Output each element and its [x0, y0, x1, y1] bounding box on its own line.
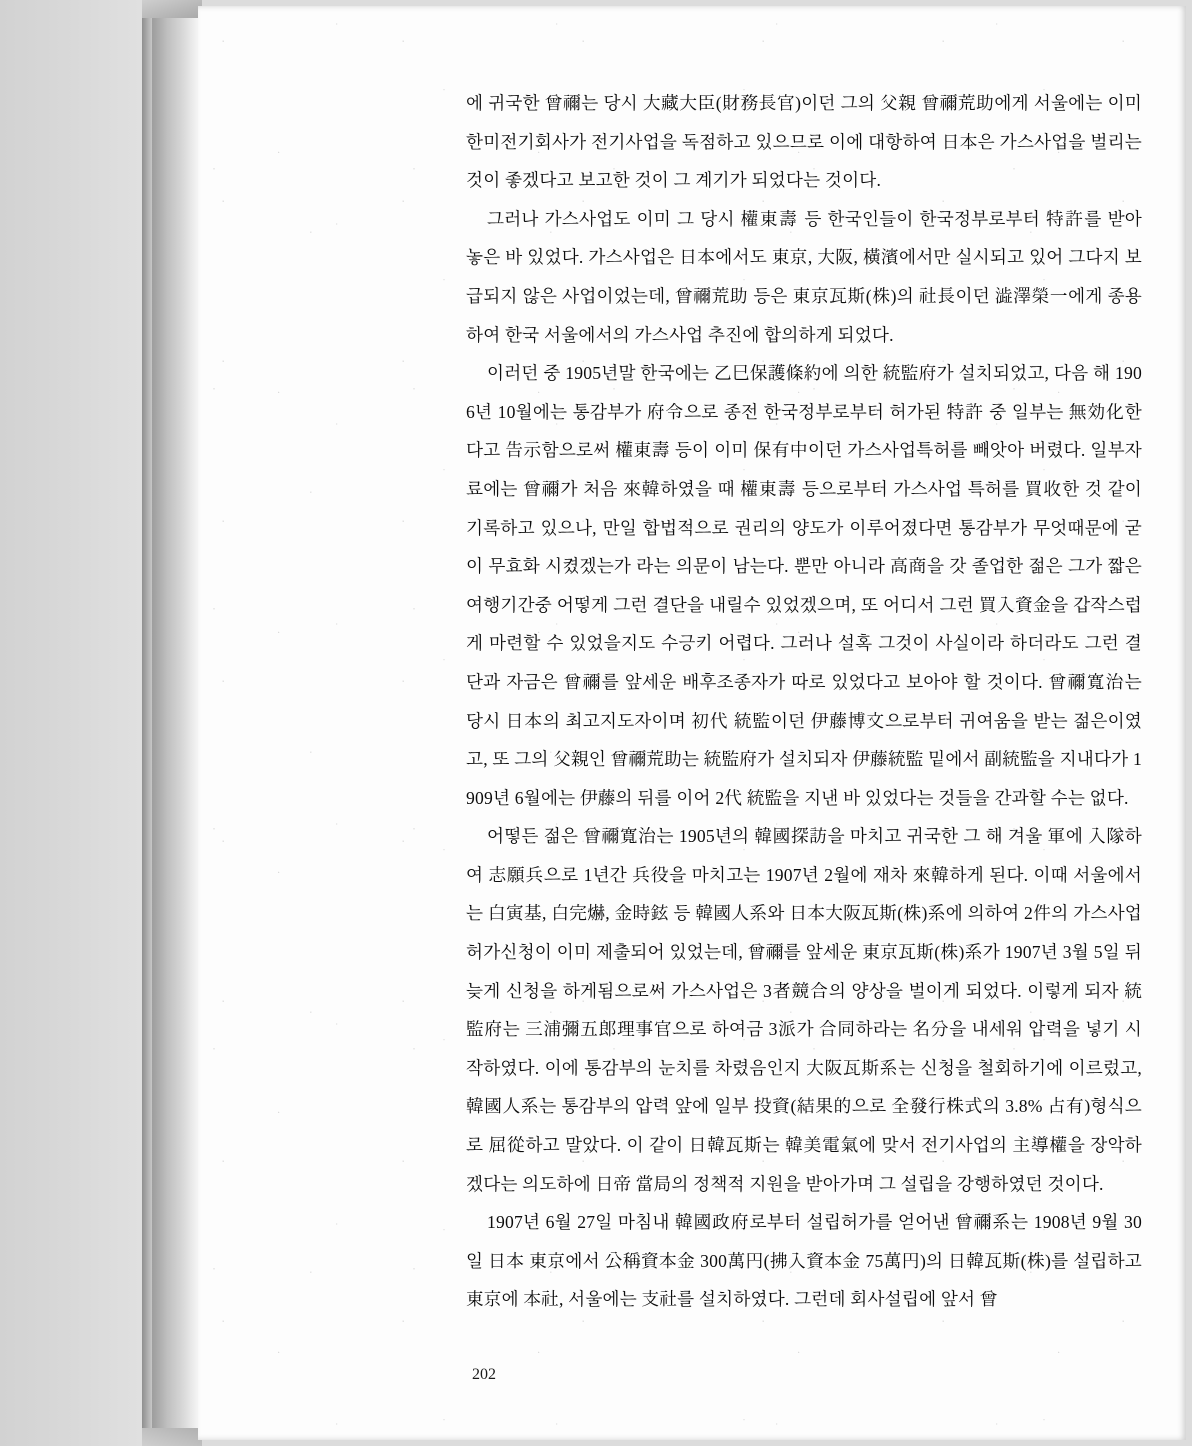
paragraph-5: 1907년 6월 27일 마침내 韓國政府로부터 설립허가를 얻어낸 曾禰系는 1908년 9월 30일 日本 東京에서 公稱資本金 300萬円(拂入資本金 75萬円)의 日韓瓦斯(株)를 설립하고 東京에 本社, 서울에는 支社를 설치하였다. 그런데 회사설립에 앞서 曾 [466, 1212, 1142, 1310]
paragraph-2: 그러나 가스사업도 이미 그 당시 權東壽 등 한국인들이 한국정부로부터 特許를 받아 놓은 바 있었다. 가스사업은 日本에서도 東京, 大阪, 橫濱에서만 실시되고 있어 그다지 보급되지 않은 사업이었는데, 曾禰荒助 등은 東京瓦斯(株)의 社長이던 澁澤榮一에게 종용하여 한국 서울에서의 가스사업 추진에 합의하게 되었다. [466, 208, 1142, 345]
scan-left-margin [0, 0, 142, 1446]
book-gutter-shadow [142, 0, 202, 1446]
page-number: 202 [472, 1366, 496, 1383]
body-text-column [466, 84, 1142, 1319]
book-gutter-bottom-edge [142, 1428, 202, 1446]
paragraph-3: 이러던 중 1905년말 한국에는 乙巳保護條約에 의한 統監府가 설치되었고, 다음 해 1906년 10월에는 통감부가 府令으로 종전 한국정부로부터 허가된 特許 중 일부는 無効化한다고 告示함으로써 權東壽 등이 이미 保有中이던 가스사업특허를 빼앗아 버렸다. 일부자료에는 曾禰가 처음 來韓하였을 때 權東壽 등으로부터 가스사업 특허를 買收한 것 같이 기록하고 있으나, 만일 합법적으로 권리의 양도가 이루어졌다면 통감부가 무엇때문에 굳이 무효화 시켰겠는가 라는 의문이 남는다. 뿐만 아니라 高商을 갓 졸업한 젊은 그가 짧은 여행기간중 어떻게 그런 결단을 내릴수 있었겠으며, 또 어디서 그런 買入資金을 갑작스럽게 마련할 수 있었을지도 수긍키 어렵다. 그러나 설혹 그것이 사실이라 하더라도 그런 결단과 자금은 曾禰를 앞세운 배후조종자가 따로 있었다고 보아야 할 것이다. 曾禰寬治는 당시 日本의 최고지도자이며 初代 統監이던 伊藤博文으로부터 귀여움을 받는 젊은이였고, 또 그의 父親인 曾禰荒助는 統監府가 설치되자 伊藤統監 밑에서 副統監을 지내다가 1909년 6월에는 伊藤의 뒤를 이어 2代 統監을 지낸 바 있었다는 것들을 간과할 수는 없다. [466, 363, 1142, 808]
book-gutter-top-edge [142, 0, 202, 18]
paragraph-1: 에 귀국한 曾禰는 당시 大藏大臣(財務長官)이던 그의 父親 曾禰荒助에게 서울에는 이미 한미전기회사가 전기사업을 독점하고 있으므로 이에 대항하여 日本은 가스사업을 벌리는 것이 좋겠다고 보고한 것이 그 계기가 되었다는 것이다. [466, 93, 1142, 191]
paragraph-4: 어떻든 젊은 曾禰寬治는 1905년의 韓國探訪을 마치고 귀국한 그 해 겨울 軍에 入隊하여 志願兵으로 1년간 兵役을 마치고는 1907년 2월에 재차 來韓하게 된다. 이때 서울에서는 白寅基, 白完爀, 金時鉉 등 韓國人系와 日本大阪瓦斯(株)系에 의하여 2件의 가스사업 허가신청이 이미 제출되어 있었는데, 曾禰를 앞세운 東京瓦斯(株)系가 1907년 3월 5일 뒤늦게 신청을 하게됨으로써 가스사업은 3者競合의 양상을 벌이게 되었다. 이렇게 되자 統監府는 三浦彌五郞理事官으로 하여금 3派가 合同하라는 名分을 내세워 압력을 넣기 시작하였다. 이에 통감부의 눈치를 차렸음인지 大阪瓦斯系는 신청을 철회하기에 이르렀고, 韓國人系는 통감부의 압력 앞에 일부 投資(結果的으로 全發行株式의 3.8% 占有)형식으로 屈從하고 말았다. 이 같이 日韓瓦斯는 韓美電氣에 맞서 전기사업의 主導權을 장악하겠다는 의도하에 日帝 當局의 정책적 지원을 받아가며 그 설립을 강행하였던 것이다. [466, 826, 1142, 1194]
